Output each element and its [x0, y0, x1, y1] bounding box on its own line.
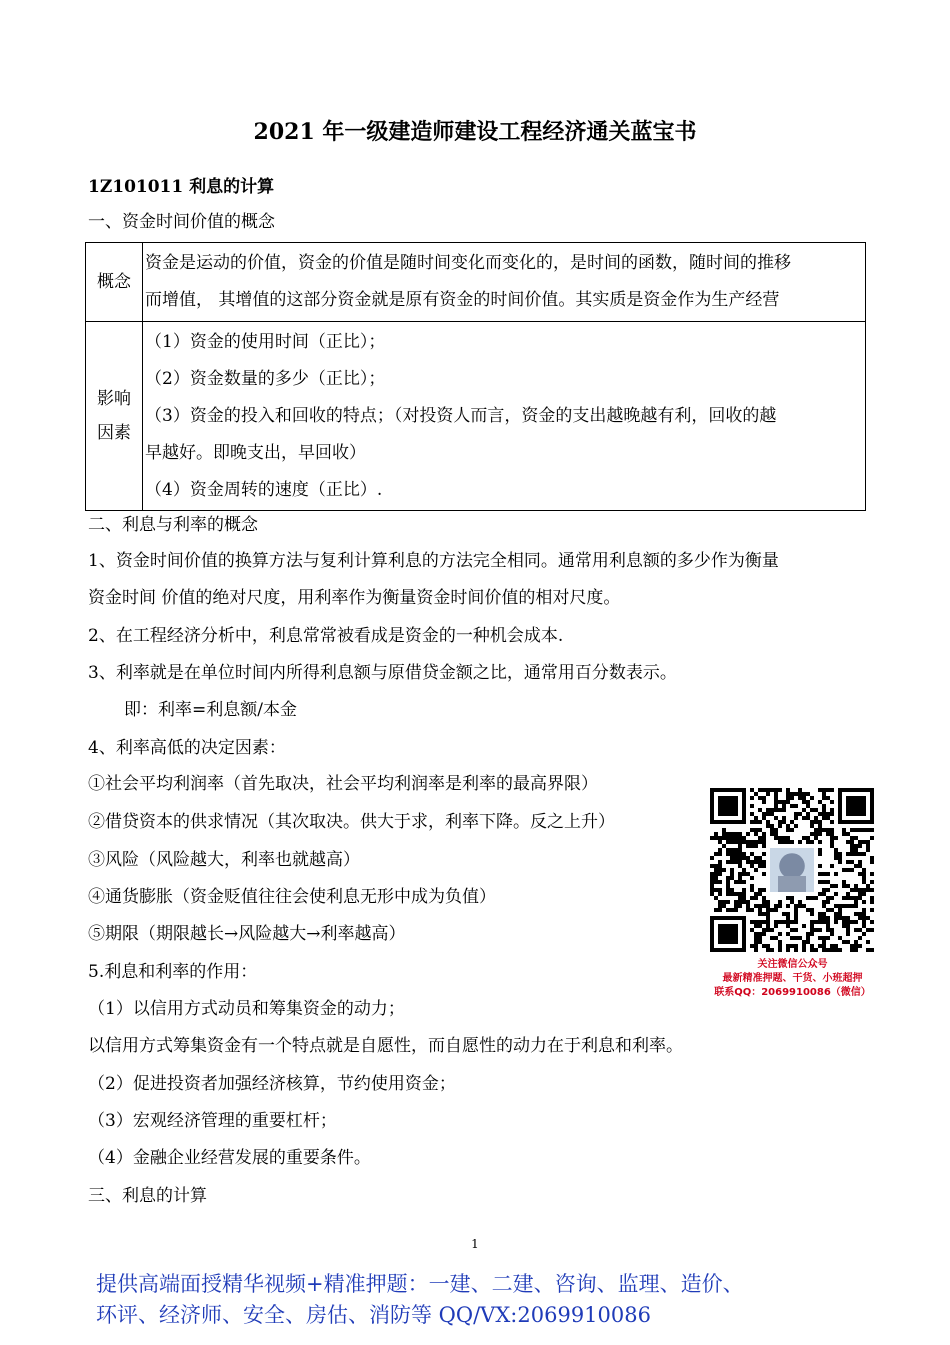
factor-line: （3）资金的投入和回收的特点；（对投资人而言，资金的支出越晚越有利，回收的越 — [145, 405, 777, 426]
paragraph-1b: 资金时间 价值的绝对尺度，用利率作为衡量资金时间价值的相对尺度。 — [88, 588, 621, 608]
concept-line: 而增值， 其增值的这部分资金就是原有资金的时间价值。其实质是资金作为生产经营 — [145, 290, 780, 310]
paragraph-4: 4、利率高低的决定因素： — [88, 738, 286, 758]
row-label-factors — [86, 322, 143, 511]
factors-label-line: 因素 — [97, 423, 131, 443]
role-item: （2）促进投资者加强经济核算，节约使用资金； — [88, 1074, 456, 1094]
page-title: 2021 年一级建造师建设工程经济通关蓝宝书 — [253, 119, 697, 145]
factor-item: ⑤期限（期限越长→风险越大→利率越高） — [88, 924, 406, 944]
factors-label-line: 影响 — [97, 389, 131, 409]
qr-code-image — [710, 788, 874, 952]
paragraph-3: 3、利率就是在单位时间内所得利息额与原借贷金额之比，通常用百分数表示。 — [88, 663, 677, 683]
factor-item: ②借贷资本的供求情况（其次取决。供大于求，利率下降。反之上升） — [88, 812, 615, 832]
factor-item: ③风险（风险越大，利率也就越高） — [88, 850, 360, 870]
role-item: （3）宏观经济管理的重要杠杆； — [88, 1111, 337, 1131]
qr-caption-line: 联系QQ：2069910086（微信） — [714, 987, 871, 998]
factor-item: ④通货膨胀（资金贬值往往会使利息无形中成为负值） — [88, 887, 496, 907]
qr-caption-line: 关注微信公众号 — [757, 959, 828, 970]
concept-table — [85, 242, 866, 511]
paragraph-1a: 1、资金时间价值的换算方法与复利计算利息的方法完全相同。通常用利息额的多少作为衡量 — [88, 551, 779, 571]
paragraph-2: 2、在工程经济分析中，利息常常被看成是资金的一种机会成本. — [88, 626, 564, 646]
table-row — [86, 243, 866, 322]
factor-line: （2）资金数量的多少（正比）； — [145, 368, 386, 389]
formula: 即：利率=利息额/本金 — [124, 700, 297, 720]
factor-line: 早越好。即晚支出，早回收） — [145, 442, 366, 463]
row-label-concept: 概念 — [86, 243, 143, 322]
role-item: （1）以信用方式动员和筹集资金的动力； — [88, 999, 405, 1019]
concept-line: 资金是运动的价值，资金的价值是随时间变化而变化的，是时间的函数，随时间的推移 — [145, 253, 791, 273]
section-code: 1Z101011 利息的计算 — [88, 177, 275, 197]
paragraph-5: 5.利息和利率的作用： — [88, 962, 258, 982]
qr-caption-line: 最新精准押题、干货、小班超押 — [722, 973, 863, 984]
heading-1: 一、资金时间价值的概念 — [88, 212, 275, 232]
role-item: （4）金融企业经营发展的重要条件。 — [88, 1148, 371, 1168]
factor-item: ①社会平均利润率（首先取决，社会平均利润率是利率的最高界限） — [88, 774, 598, 794]
row-content-concept — [143, 243, 866, 322]
factor-line: （4）资金周转的速度（正比）. — [145, 479, 383, 500]
role-item: 以信用方式筹集资金有一个特点就是自愿性，而自愿性的动力在于利息和利率。 — [88, 1036, 683, 1056]
table-row — [86, 322, 866, 511]
heading-3: 三、利息的计算 — [88, 1186, 207, 1206]
factor-line: （1）资金的使用时间（正比）； — [145, 331, 386, 352]
heading-2: 二、利息与利率的概念 — [88, 515, 258, 535]
row-content-factors — [143, 322, 866, 511]
page-number: 1 — [471, 1237, 479, 1251]
footer-ad-line: 提供高端面授精华视频+精准押题：一建、二建、咨询、监理、造价、 — [96, 1272, 744, 1296]
footer-ad-line: 环评、经济师、安全、房估、消防等 QQ/VX:2069910086 — [96, 1303, 651, 1327]
